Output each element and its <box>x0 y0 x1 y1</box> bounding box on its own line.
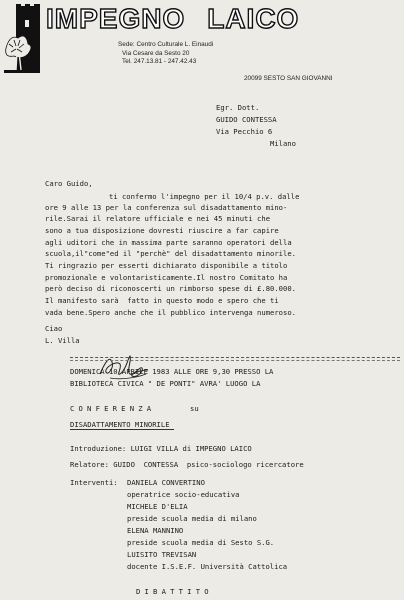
relatore-line: Relatore: GUIDO CONTESSA psico-sociologo ricercatore <box>70 460 304 469</box>
body-line: Il manifesto sarà fatto in questo modo e spero che ti <box>45 296 279 305</box>
conferenza-heading: CONFERENZA <box>70 404 156 413</box>
tower-tree-logo <box>4 4 42 74</box>
body-line: però deciso di riconoscerti un rimborso spese di £.80.000. <box>45 284 296 293</box>
recipient-city: Milano <box>270 139 296 148</box>
speaker-role: operatrice socio-educativa <box>127 490 240 499</box>
conference-topic: DISADATTAMENTO MINORILE <box>70 420 170 429</box>
body-line: agli uditori che in massima parte saranno operatori della <box>45 238 292 247</box>
recipient-title: Egr. Dott. <box>216 103 260 112</box>
body-line: sono a tua disposizione dovresti riuscire a far capire <box>45 226 279 235</box>
phone-line: Tel. 247.13.81 - 247.42.43 <box>122 58 197 66</box>
dashed-divider <box>70 360 400 361</box>
handwritten-signature <box>96 350 152 382</box>
body-line: rile.Sarai il relatore ufficiale e nei 45 minuti che <box>45 214 271 223</box>
speaker-role: preside scuola media di Sesto S.G. <box>127 538 275 547</box>
interventi-label: Interventi: <box>70 478 118 487</box>
recipient-name: GUIDO CONTESSA <box>216 115 277 124</box>
speaker-name: DANIELA CONVERTINO <box>127 478 205 487</box>
letterhead-address <box>118 41 333 82</box>
dibattito-heading: DIBATTITO <box>136 587 213 596</box>
speaker-role: docente I.S.E.F. Università Cattolica <box>127 562 288 571</box>
introduzione-line: Introduzione: LUIGI VILLA di IMPEGNO LAICO <box>70 444 252 453</box>
brand-word-laico: LAICO <box>207 3 300 34</box>
salutation: Caro Guido, <box>45 179 93 188</box>
announcement-line: DOMENICA 10 APRILE 1983 ALLE ORE 9,30 PRESSO LA <box>70 367 274 376</box>
speaker-role: preside scuola media di milano <box>127 514 257 523</box>
body-line: ti confermo l'impegno per il 10/4 p.v. dalle <box>109 192 300 201</box>
sede-line: Sede: Centro Culturale L. Einaudi <box>118 41 214 48</box>
conferenza-su: su <box>190 404 199 413</box>
signer: L. Villa <box>45 336 80 345</box>
body-line: Ti ringrazio per esserti dichiarato disponibile a titolo <box>45 261 288 270</box>
speaker-name: ELENA MANNINO <box>127 526 184 535</box>
topic-underline <box>70 429 174 430</box>
speaker-name: MICHELE D'ELIA <box>127 502 188 511</box>
brand-word-impegno: IMPEGNO <box>46 3 186 34</box>
body-line: promozionale e volontaristicamente.Il nostro Comitato ha <box>45 273 288 282</box>
street-line: Via Cesare da Sesto 20 <box>122 49 190 57</box>
body-line: ore 9 alle 13 per la conferenza sul disadattamento mino- <box>45 203 288 212</box>
dashed-divider <box>70 357 400 358</box>
body-line: scuola,il"come"ed il "perchè" del disadattamento minorile. <box>45 249 296 258</box>
recipient-street: Via Pecchio 6 <box>216 127 273 136</box>
cap-city-line: 20099 SESTO SAN GIOVANNI <box>244 75 333 82</box>
body-line: vada bene.Spero anche che il pubblico intervenga numeroso. <box>45 308 296 317</box>
closing: Ciao <box>45 324 63 333</box>
brand-name <box>46 4 299 34</box>
announcement-line: BIBLIOTECA CIVICA " DE PONTI" AVRA' LUOGO LA <box>70 379 261 388</box>
speaker-name: LUISITO TREVISAN <box>127 550 197 559</box>
